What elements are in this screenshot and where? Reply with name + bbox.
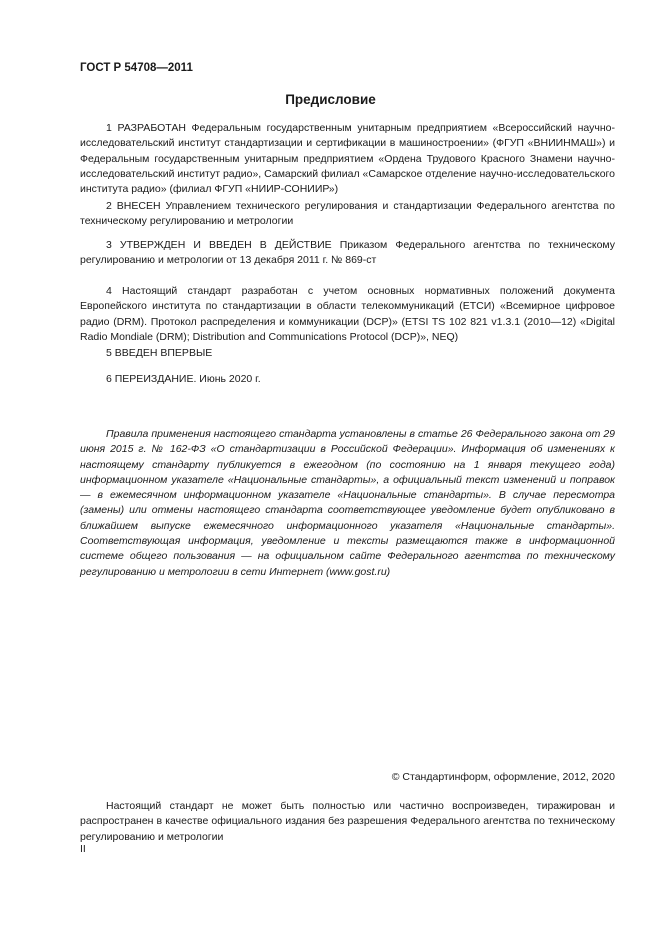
standard-code: ГОСТ Р 54708—2011: [80, 62, 193, 74]
reproduction-notice: Настоящий стандарт не может быть полностью или частично воспроизведен, тиражирован и распространен в качестве официального издания без разрешения Федерального агентства по техническому регулированию и метрологии: [80, 800, 615, 843]
paragraph-submitted: 2 ВНЕСЕН Управлением технического регулирования и стандартизации Федерального агентства по техническому регулированию и метрологии: [80, 200, 615, 228]
page-title: Предисловие: [285, 92, 376, 107]
page-number: II: [80, 843, 86, 855]
paragraph-approved: 3 УТВЕРЖДЕН И ВВЕДЕН В ДЕЙСТВИЕ Приказом Федерального агентства по техническому регулированию и метрологии от 13 декабря 2011 г. № 869-ст: [80, 239, 615, 267]
copyright-line: © Стандартинформ, оформление, 2012, 2020: [391, 771, 615, 783]
paragraph-reissue: 6 ПЕРЕИЗДАНИЕ. Июнь 2020 г.: [106, 373, 261, 385]
paragraph-first-introduced: 5 ВВЕДЕН ВПЕРВЫЕ: [106, 347, 213, 359]
paragraph-developed: 1 РАЗРАБОТАН Федеральным государственным унитарным предприятием «Всероссийский научно-исследовательский институт стандартизации и сертификации в машиностроении» (ФГУП «ВНИИНМАШ») и Федеральным государственным унитарным предприятием «Ордена Трудового Красного Знамени научно-исследовательский институт радио», Самарский филиал «Самарское отделение научно-исследовательского института радио» (филиал ФГУП «НИИР-СОНИИР»): [80, 122, 615, 196]
notice-paragraph: Правила применения настоящего стандарта установлены в статье 26 Федерального закона от 29 июня 2015 г. № 162-ФЗ «О стандартизации в Российской Федерации». Информация об изменениях к настоящему стандарту публикуется в ежегодном (по состоянию на 1 января текущего года) информационном указателе «Национальные стандарты», а официальный текст изменений и поправок — в ежемесячном информационном указателе «Национальные стандарты». В случае пересмотра (замены) или отмены настоящего стандарта соответствующее уведомление будет опубликовано в ближайшем выпуске ежемесячного информационного указателя «Национальные стандарты». Соответствующая информация, уведомление и тексты размещаются также в информационной системе общего пользования — на официальном сайте Федерального агентства по техническому регулированию и метрологии в сети Интернет (www.gost.ru): [80, 428, 615, 578]
paragraph-developed-basis: 4 Настоящий стандарт разработан с учетом основных нормативных положений документа Европейского института по стандартизации в области телекоммуникаций (ЕТСИ) «Всемирное цифровое радио (DRM). Протокол распределения и коммуникации (DCP)» (ETSI TS 102 821 v1.3.1 (2010—12) «Digital Radio Mondiale (DRM); Distribution and Communications Protocol (DCP)», NEQ): [80, 285, 615, 343]
